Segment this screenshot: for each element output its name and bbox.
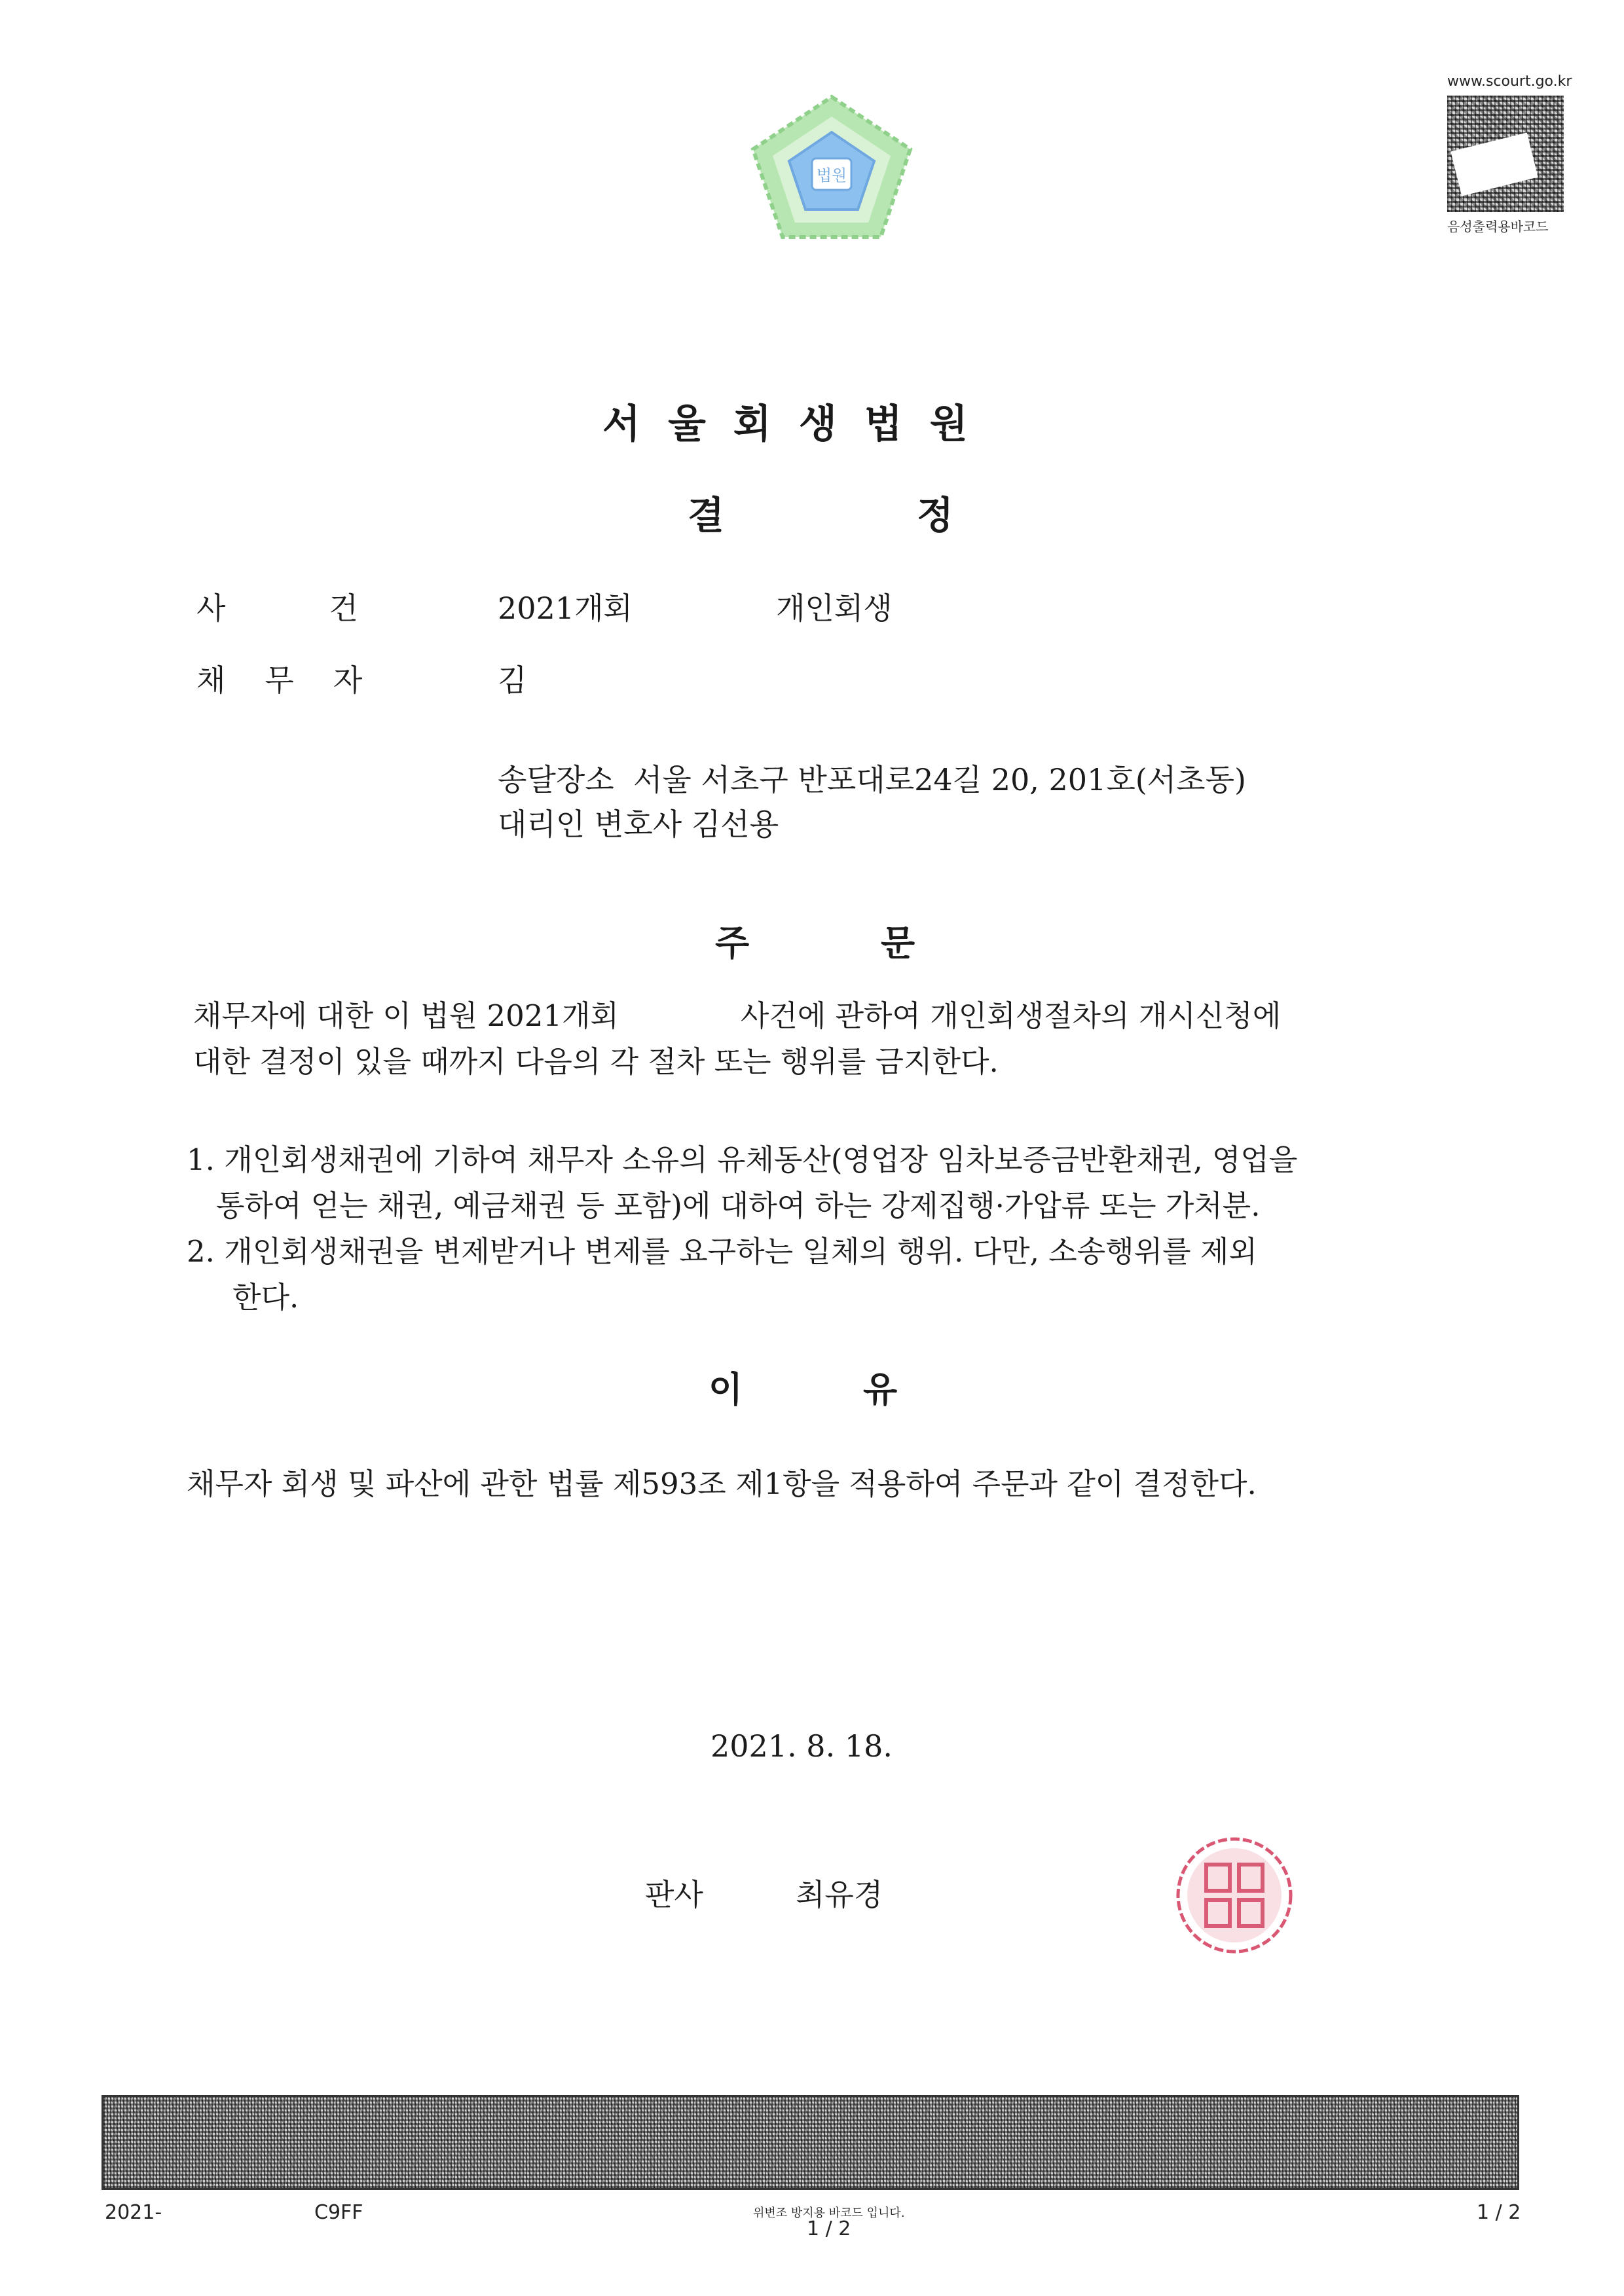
emblem-text: 법원: [816, 166, 847, 185]
document-title-left: 결: [688, 493, 725, 538]
order-item-2: 2. 개인회생채권을 변제받거나 변제를 요구하는 일체의 행위. 다만, 소송행위를 제외: [187, 1234, 1257, 1269]
document-title-right: 정: [917, 493, 954, 538]
qr-caption: 음성출력용바코드: [1447, 219, 1549, 234]
order-text-line: 채무자에 대한 이 법원 2021개회 사건에 관하여 개인회생절차의 개시신청에: [193, 998, 1282, 1033]
court-name: 서울회생법원: [602, 401, 995, 447]
page-number-right: 1 / 2: [1477, 2201, 1521, 2224]
document-id-right: C9FF: [314, 2201, 363, 2224]
order-text-line: 대한 결정이 있을 때까지 다음의 각 절차 또는 행위를 금지한다.: [193, 1044, 999, 1079]
barcode-notice: 위변조 방지용 바코드 입니다.: [753, 2206, 905, 2220]
debtor-name: 김: [498, 663, 527, 698]
delivery-address: 송달장소 서울 서초구 반포대로24길 20, 201호(서초동): [498, 762, 1246, 797]
order-item-1: 1. 개인회생채권에 기하여 채무자 소유의 유체동산(영업장 임차보증금반환채권, 영업을: [187, 1142, 1298, 1177]
debtor-label: 채무자: [196, 663, 402, 698]
reason-text: 채무자 회생 및 파산에 관한 법률 제593조 제1항을 적용하여 주문과 같이 결정한다.: [187, 1467, 1257, 1501]
order-heading-right: 문: [881, 922, 915, 964]
document-id-left: 2021-: [105, 2201, 162, 2224]
court-emblem-icon: [747, 92, 917, 242]
order-item-2-continued: 한다.: [232, 1280, 299, 1315]
qr-url: www.scourt.go.kr: [1447, 73, 1572, 90]
anti-forgery-barcode-icon: [101, 2095, 1519, 2190]
reason-heading-left: 이: [709, 1369, 743, 1410]
reason-heading-right: 유: [863, 1369, 898, 1410]
case-type: 개인회생: [776, 591, 893, 626]
order-heading-left: 주: [715, 922, 750, 964]
judge-seal-icon: [1172, 1833, 1297, 1958]
case-label: 사건: [196, 591, 462, 626]
decision-date: 2021. 8. 18.: [710, 1728, 893, 1764]
legal-agent: 대리인 변호사 김선용: [498, 807, 779, 842]
judge-name: 최유경: [796, 1877, 883, 1912]
case-number: 2021개회: [498, 591, 633, 626]
order-item-1-continued: 통하여 얻는 채권, 예금채권 등 포함)에 대하여 하는 강제집행·가압류 또는 가처분.: [216, 1188, 1261, 1223]
page-number-center: 1 / 2: [807, 2217, 851, 2240]
judge-title: 판사: [645, 1877, 703, 1912]
